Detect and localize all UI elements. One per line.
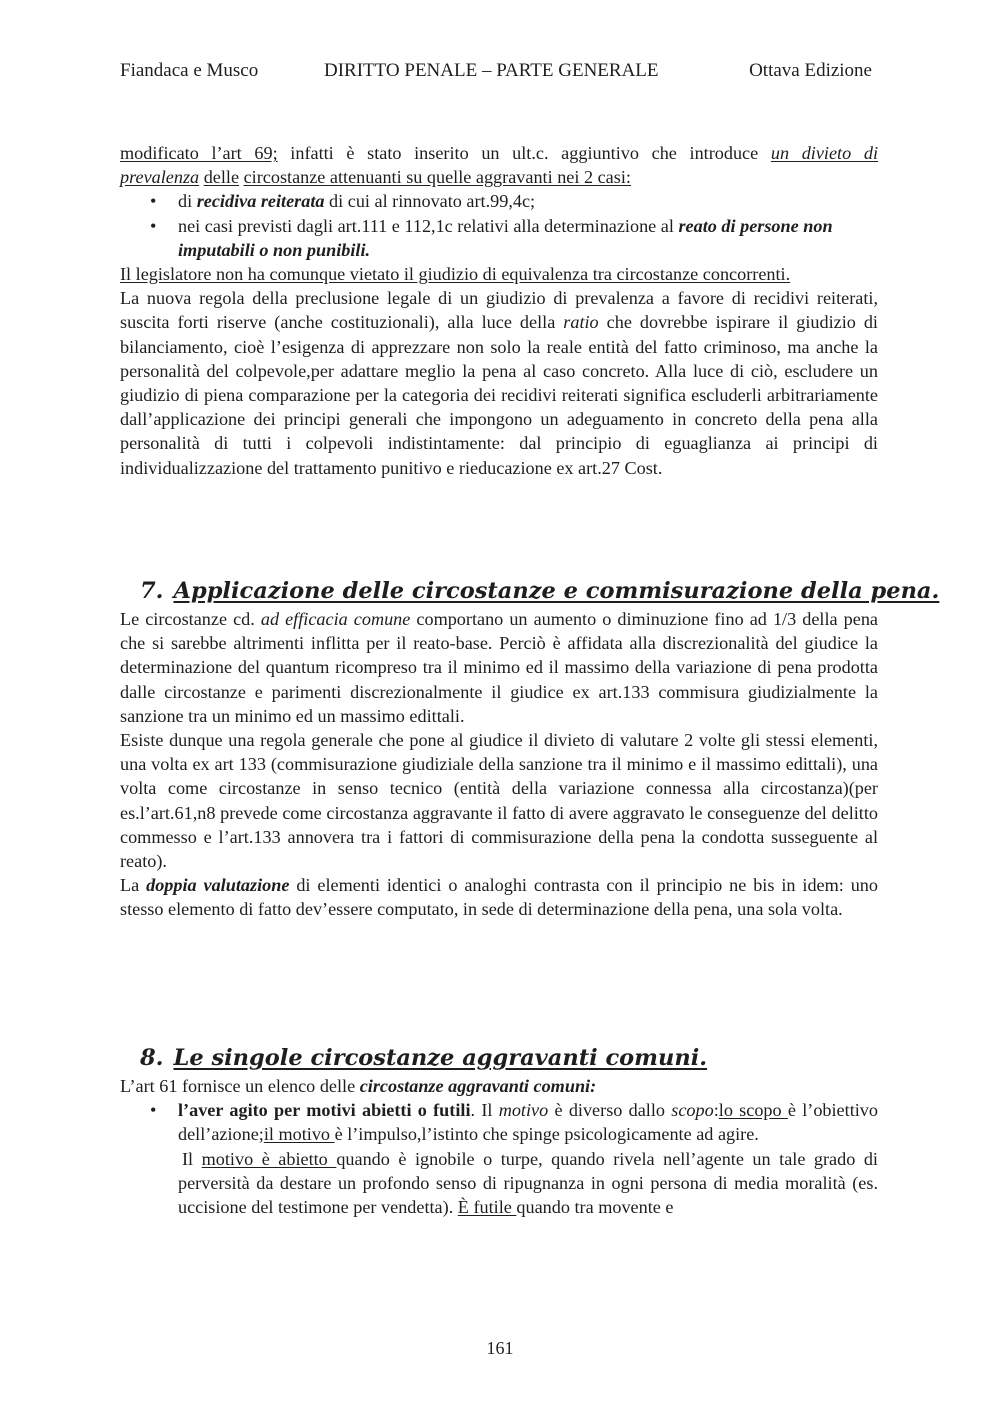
header-authors: Fiandaca e Musco <box>120 60 259 81</box>
paragraph-line <box>120 141 878 165</box>
list-item <box>120 189 878 213</box>
list-item <box>120 214 878 262</box>
text-run: lo scopo <box>718 1100 788 1121</box>
paragraph <box>120 873 878 921</box>
text-run: il motivo <box>263 1124 335 1145</box>
section-number: 8. <box>140 1045 164 1071</box>
text-run: scopo <box>671 1100 714 1121</box>
text-run: delle <box>203 167 240 188</box>
text-run: Le circostanze cd. <box>120 609 261 629</box>
paragraph <box>120 286 878 480</box>
list-item <box>120 1098 878 1146</box>
bullet-icon: • <box>150 1100 157 1121</box>
text-run: motivo è abietto <box>201 1148 337 1169</box>
text-run: che dovrebbe ispirare il giudizio di bilanciamento, cioè l’esigenza di apprezzare non solo la reale entità del fatto criminoso, ma anche la personalità del colpevole,per adattare meglio la pena al caso concreto. Alla luce di ciò, escludere un giudizio di piena comparazione per la categoria dei recidivi reiterati significa escluderli arbitrariamente dall’applicazione dei principi generali che impongono un adeguamento in concreto della pena alla personalità di tutti i colpevoli indistintamente: dal principio di eguaglianza ai principi di individualizzazione del trattamento punitivo e rieducazione ex art.27 Cost. <box>120 312 878 478</box>
section-8-body <box>120 1074 878 1219</box>
text-run: . Il <box>470 1100 499 1121</box>
text-run: è l’obiettivo dell’azione; <box>178 1100 878 1145</box>
text-run: di <box>178 191 197 212</box>
text-run: nei casi previsti dagli art.111 e 112,1c relativi alla determinazione al <box>178 215 679 236</box>
text-run: quando tra movente e <box>516 1197 674 1218</box>
text-run: infatti è stato inserito un ult.c. aggiuntivo che introduce <box>277 143 771 163</box>
text-run: è diverso dallo <box>548 1100 672 1121</box>
section-title: Le singole circostanze aggravanti comuni. <box>173 1045 708 1071</box>
text-run: ad efficacia comune <box>260 609 411 629</box>
paragraph-line <box>120 165 878 189</box>
text-run: La <box>120 875 147 896</box>
header-book-title: DIRITTO PENALE – PARTE GENERALE <box>324 60 659 81</box>
bullet-icon: • <box>150 191 157 212</box>
list-item-continuation <box>120 1147 878 1220</box>
text-run: recidiva reiterata <box>196 191 325 212</box>
text-run: comportano un aumento o diminuzione fino ad 1/3 della pena che si sarebbe altrimenti inflitta per il reato-base. Perciò è affidata alla discrezionalità del giudice la determinazione del quantum ricompreso tra il minimo ed il massimo della variazione di pena prodotta dalle circostanze e parimenti discrezionalmente il giudice ex art.133 commisura giudizialmente la sanzione tra un minimo ed un massimo edittali. <box>120 609 878 726</box>
text-run: ratio <box>563 312 599 333</box>
section-number: 7. <box>140 578 164 604</box>
text-run: modificato l’art 69; <box>120 143 278 163</box>
text-run: L’art 61 fornisce un elenco delle <box>120 1076 360 1096</box>
text-block-continuation <box>120 141 878 480</box>
text-run: : <box>713 1100 719 1121</box>
text-run: circostanze aggravanti comuni: <box>359 1076 597 1096</box>
text-run: prevalenza <box>120 167 200 188</box>
text-run: doppia valutazione <box>146 875 290 896</box>
paragraph: Il legislatore non ha comunque vietato il giudizio di equivalenza tra circostanze concorrenti. <box>120 264 791 285</box>
text-run: di cui al rinnovato art.99,4c; <box>324 191 536 212</box>
text-run: è l’impulso,l’istinto che spinge psicologicamente ad agire. <box>334 1124 759 1145</box>
paragraph: Esiste dunque una regola generale che pone al giudice il divieto di valutare 2 volte gli stessi elementi, una volta ex art 133 (commisurazione giudiziale della sanzione tra il minimo e il massimo edittali), una volta come circostanze in senso tecnico (entità della variazione connessa alla circostanza)(per es.l’art.61,n8 prevede come circostanza aggravante il fatto di avere aggravato le conseguenze del delitto commesso e l’art.133 annovera tra i fattori di commisurazione della pena la condotta susseguente al reato). <box>120 730 878 872</box>
page-number: 161 <box>486 1338 514 1358</box>
section-heading-8 <box>140 1044 707 1072</box>
text-run: un divieto di <box>770 143 879 163</box>
paragraph <box>120 607 878 728</box>
bullet-list <box>120 189 878 262</box>
text-run: È futile <box>457 1197 517 1218</box>
section-7-body <box>120 607 878 922</box>
text-run: di elementi identici o analoghi contrasta con il principio ne bis in idem: uno stesso elemento di fatto dev’essere computato, in sede di determinazione della pena, una sola volta. <box>120 875 878 920</box>
text-run: circostanze attenuanti su quelle aggravanti nei 2 casi: <box>243 167 631 188</box>
running-header <box>120 60 872 84</box>
text-run: Il <box>182 1148 202 1169</box>
text-run: motivo <box>498 1100 549 1121</box>
text-run: l’aver agito per motivi abietti o futili <box>178 1100 471 1121</box>
text-run: quando è ignobile o turpe, quando rivela nell’agente un tale grado di perversità da destare un profondo senso di ripugnanza in ogni persona di media moralità (es. uccisione del testimone per vendetta). <box>178 1148 878 1218</box>
bullet-icon: • <box>150 215 157 236</box>
bullet-list <box>120 1098 878 1219</box>
section-heading-7 <box>140 577 939 605</box>
text-run: reato di persone non imputabili o non punibili. <box>178 215 833 260</box>
section-title: Applicazione delle circostanze e commisurazione della pena. <box>173 578 940 604</box>
header-edition: Ottava Edizione <box>749 60 872 81</box>
text-run: La nuova regola della preclusione legale di un giudizio di prevalenza a favore di recidivi reiterati, suscita forti riserve (anche costituzionali), alla luce della <box>120 288 878 333</box>
paragraph <box>120 1074 878 1098</box>
